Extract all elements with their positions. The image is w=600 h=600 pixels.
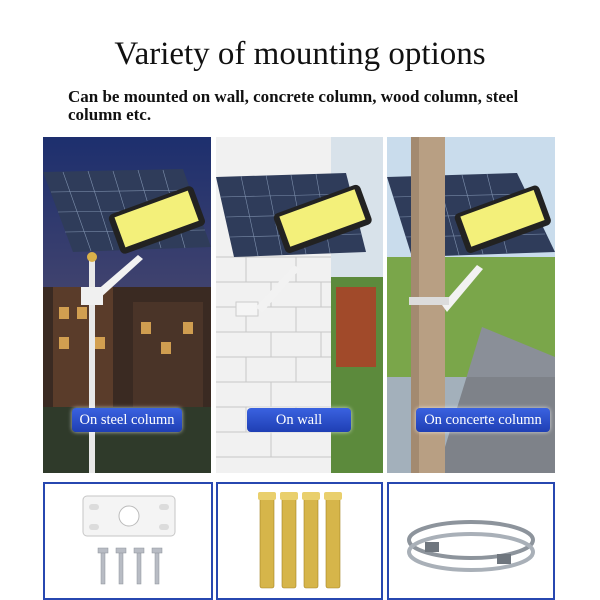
page-subtitle: Can be mounted on wall, concrete column, wood column, steel column etc. — [68, 87, 519, 124]
steel-hoop-clamps-icon — [389, 484, 553, 598]
label-concrete-column: On concerte column — [416, 408, 550, 432]
label-wall: On wall — [247, 408, 351, 432]
mounting-bracket-icon — [45, 484, 211, 598]
expansion-bolts-icon — [218, 484, 381, 598]
accessory-hoop-clamps-box — [387, 482, 555, 600]
scene-steel-column — [43, 137, 211, 473]
accessory-bracket-box — [43, 482, 213, 600]
label-steel-column: On steel column — [72, 408, 182, 432]
accessory-expansion-bolts-box — [216, 482, 383, 600]
page-title: Variety of mounting options — [114, 36, 486, 72]
scene-wall — [216, 137, 383, 473]
scene-concrete-column — [387, 137, 555, 473]
